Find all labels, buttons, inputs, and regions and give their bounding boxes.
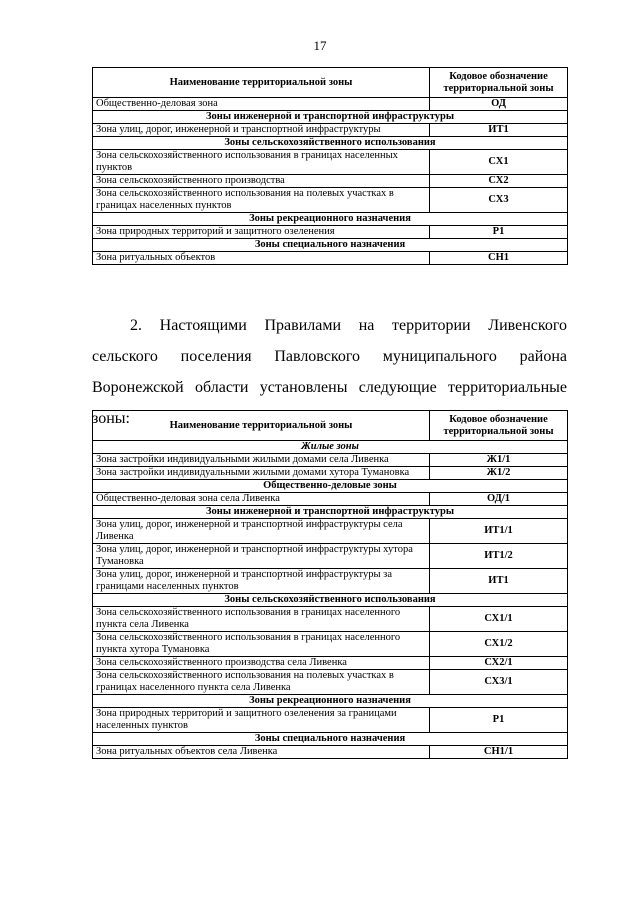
zone-name-cell: Зона природных территорий и защитного озеленения [93,226,430,239]
table-row [93,544,568,569]
zone-name-cell: Зона сельскохозяйственного производства села Ливенка [93,657,430,670]
zone-code-cell: ИТ1/1 [430,519,568,544]
zone-group-heading: Зоны специального назначения [93,733,568,746]
zone-name-cell: Зона сельскохозяйственного производства [93,175,430,188]
table-row [93,175,568,188]
table-group-row [93,137,568,150]
zone-group-heading: Зоны сельскохозяйственного использования [93,137,568,150]
zone-code-cell: Р1 [430,226,568,239]
header-zone-code: Кодовое обозначение территориальной зоны [430,411,568,441]
zone-name-cell: Зона сельскохозяйственного использования в границах населенного пункта хутора Тумановка [93,632,430,657]
table-row [93,124,568,137]
zone-code-cell: СХ2 [430,175,568,188]
zone-group-heading: Зоны сельскохозяйственного использования [93,594,568,607]
header-zone-code: Кодовое обозначение территориальной зоны [430,68,568,98]
table-group-row [93,480,568,493]
zone-name-cell: Зона застройки индивидуальными жилыми домами хутора Тумановка [93,467,430,480]
table-row [93,252,568,265]
zone-code-cell: СХ2/1 [430,657,568,670]
table-row [93,657,568,670]
zone-code-cell: ИТ1/2 [430,544,568,569]
table-group-row [93,111,568,124]
table-row [93,454,568,467]
zone-code-cell: ИТ1 [430,124,568,137]
zone-code-cell: Ж1/2 [430,467,568,480]
zone-code-cell: СН1/1 [430,746,568,759]
table-row [93,467,568,480]
zone-group-heading: Зоны инженерной и транспортной инфраструктуры [93,111,568,124]
zone-name-cell: Зона улиц, дорог, инженерной и транспортной инфраструктуры за границами населенных пунктов [93,569,430,594]
table-row [93,519,568,544]
page-number: 17 [313,38,327,53]
zone-name-cell: Общественно-деловая зона села Ливенка [93,493,430,506]
table-group-row [93,239,568,252]
zone-name-cell: Зона улиц, дорог, инженерной и транспортной инфраструктуры [93,124,430,137]
table-row [93,746,568,759]
table-row [93,607,568,632]
zone-code-cell: СХ1/2 [430,632,568,657]
zone-code-cell: ОД [430,98,568,111]
table-header-row [93,68,568,98]
zone-code-cell: СХ1/1 [430,607,568,632]
zone-name-cell: Зона ритуальных объектов [93,252,430,265]
zones-table-general [92,67,568,265]
zone-name-cell: Зона сельскохозяйственного использования в границах населенного пункта села Ливенка [93,607,430,632]
table-group-row [93,695,568,708]
zone-group-heading: Зоны рекреационного назначения [93,695,568,708]
zone-group-heading: Зоны инженерной и транспортной инфраструктуры [93,506,568,519]
zone-name-cell: Зона природных территорий и защитного озеленения за границами населенных пунктов [93,708,430,733]
zone-group-heading: Зоны специального назначения [93,239,568,252]
zone-code-cell: Р1 [430,708,568,733]
zone-name-cell: Зона сельскохозяйственного использования на полевых участках в границах населенного пункта села Ливенка [93,670,430,695]
table-row [93,188,568,213]
zone-name-cell: Общественно-деловая зона [93,98,430,111]
paragraph-zones-intro: 2. Настоящими Правилами на территории Ливенского сельского поселения Павловского муниципального района Воронежской области установлены следующие территориальные зоны: [92,317,567,427]
table-row [93,150,568,175]
zone-name-cell: Зона сельскохозяйственного использования на полевых участках в границах населенных пунктов [93,188,430,213]
zone-group-heading: Зоны рекреационного назначения [93,213,568,226]
zone-name-cell: Зона застройки индивидуальными жилыми домами села Ливенка [93,454,430,467]
table-row [93,670,568,695]
table-row [93,98,568,111]
table-group-row [93,733,568,746]
zone-group-heading: Общественно-деловые зоны [93,480,568,493]
header-zone-name: Наименование территориальной зоны [93,411,430,441]
table-row [93,226,568,239]
zone-code-cell: ИТ1 [430,569,568,594]
header-zone-name: Наименование территориальной зоны [93,68,430,98]
table-group-row [93,441,568,454]
zone-code-cell: СН1 [430,252,568,265]
zone-name-cell: Зона сельскохозяйственного использования в границах населенных пунктов [93,150,430,175]
zones-table-livenka [92,410,568,759]
table-row [93,493,568,506]
zone-code-cell: СХ3/1 [430,670,568,695]
zone-code-cell: СХ1 [430,150,568,175]
table-group-row [93,594,568,607]
table-group-row [93,213,568,226]
zone-name-cell: Зона улиц, дорог, инженерной и транспортной инфраструктуры села Ливенка [93,519,430,544]
table-row [93,632,568,657]
table-group-row [93,506,568,519]
table-row [93,569,568,594]
table-row [93,708,568,733]
zone-name-cell: Зона ритуальных объектов села Ливенка [93,746,430,759]
zone-code-cell: СХ3 [430,188,568,213]
table-header-row [93,411,568,441]
zone-group-heading: Жилые зоны [93,441,568,454]
zone-code-cell: Ж1/1 [430,454,568,467]
zone-name-cell: Зона улиц, дорог, инженерной и транспортной инфраструктуры хутора Тумановка [93,544,430,569]
zone-code-cell: ОД/1 [430,493,568,506]
